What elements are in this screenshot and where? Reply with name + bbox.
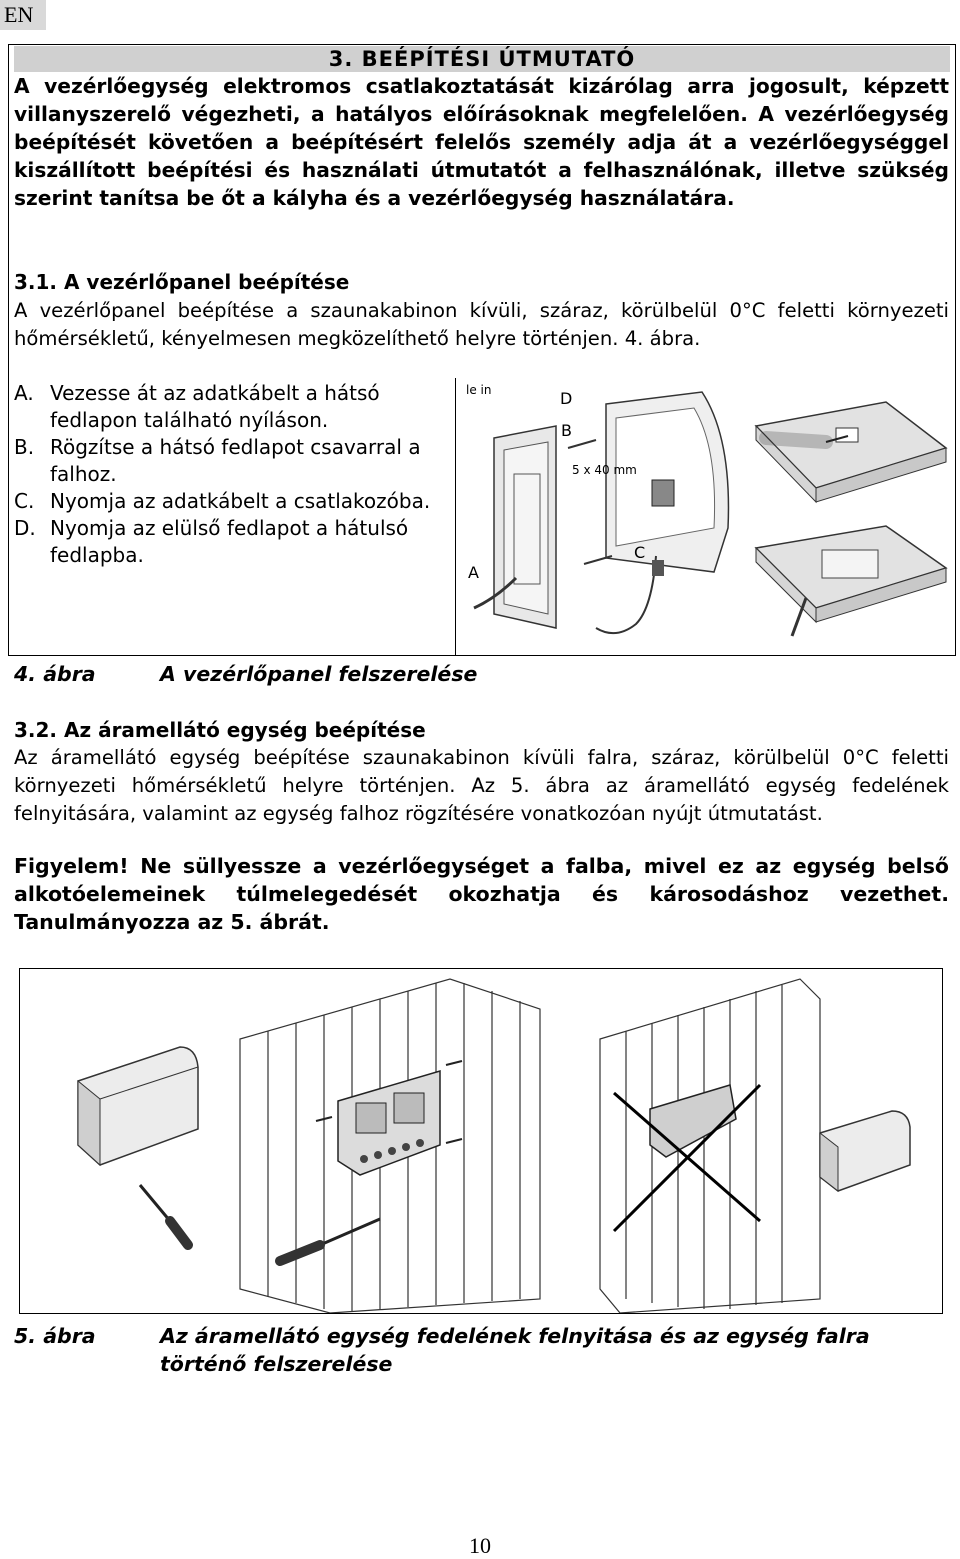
step-b — [14, 434, 454, 488]
figure-5-title: Az áramellátó egység fedelének felnyitása és az egység falra történő felszerelése — [160, 1324, 870, 1376]
step-c — [14, 488, 454, 515]
fig-label-le-in: le in — [466, 383, 492, 397]
fig-label-screw-size: 5 x 40 mm — [572, 463, 637, 477]
figure-5-number: 5. ábra — [14, 1324, 96, 1348]
fig-label-c: C — [634, 543, 646, 562]
control-panel-illustration — [456, 378, 956, 656]
fig-label-d: D — [560, 389, 573, 408]
step-label: B. — [14, 435, 35, 459]
figure-5-power-unit-installation — [19, 968, 943, 1314]
warning-text: Figyelem! Ne süllyessze a vezérlőegységet a falba, mivel ez az egység belső alkotóelemeinek túlmelegedését okozhatja és károsodáshoz vezethet. Tanulmányozza az 5. ábrát. — [14, 854, 949, 934]
step-text: Nyomja az adatkábelt a csatlakozóba. — [50, 489, 431, 513]
step-text: Vezesse át az adatkábelt a hátsó fedlapon található nyíláson. — [50, 381, 380, 432]
subsection-3-2-text: Az áramellátó egység beépítése szaunakabinon kívüli falra, száraz, körülbelül 0°C feletti környezeti hőmérsékletű helyre történjen. Az 5. ábra az áramellátó egység fedelének felnyitására, valamint az egység falhoz rögzítésére vonatkozóan nyújt útmutatást. — [14, 746, 949, 825]
figure-4-number: 4. ábra — [14, 662, 96, 686]
fig-label-b: B — [561, 421, 572, 440]
figure-4-control-panel-installation — [455, 378, 956, 656]
step-text: Nyomja az elülső fedlapot a hátulsó fedlapba. — [50, 516, 409, 567]
power-unit-illustration — [20, 969, 942, 1313]
language-tag: EN — [0, 0, 46, 30]
page-number: 10 — [469, 1533, 491, 1558]
step-label: A. — [14, 381, 34, 405]
section-intro: A vezérlőegység elektromos csatlakoztatását kizárólag arra jogosult, képzett villanyszerelő végezheti, a hatályos előírásoknak megfelelően. A vezérlőegység beépítését követően a beépítésért felelős személy adja át a vezérlőegységgel kiszállított beépítési és használati útmutatót a felhasználónak, illetve szükség szerint tanítsa be őt a kályha és a vezérlőegység használatára. — [14, 74, 949, 210]
step-text: Rögzítse a hátsó fedlapot csavarral a falhoz. — [50, 435, 421, 486]
step-d — [14, 515, 454, 569]
section-title: 3. BEÉPÍTÉSI ÚTMUTATÓ — [328, 47, 636, 71]
figure-4-caption — [14, 660, 477, 688]
fig-label-a: A — [468, 563, 479, 582]
step-label: D. — [14, 516, 36, 540]
subsection-3-1-text: A vezérlőpanel beépítése a szaunakabinon kívüli, száraz, körülbelül 0°C feletti környezeti hőmérsékletű, kényelmesen megközelíthető helyre történjen. 4. ábra. — [14, 299, 949, 350]
figure-5-caption — [14, 1322, 900, 1378]
subsection-3-1-title: 3.1. A vezérlőpanel beépítése — [14, 270, 350, 294]
subsection-3-2-title: 3.2. Az áramellátó egység beépítése — [14, 718, 426, 742]
figure-4-title: A vezérlőpanel felszerelése — [160, 662, 478, 686]
step-label: C. — [14, 489, 35, 513]
installation-steps — [14, 380, 454, 569]
step-a — [14, 380, 454, 434]
